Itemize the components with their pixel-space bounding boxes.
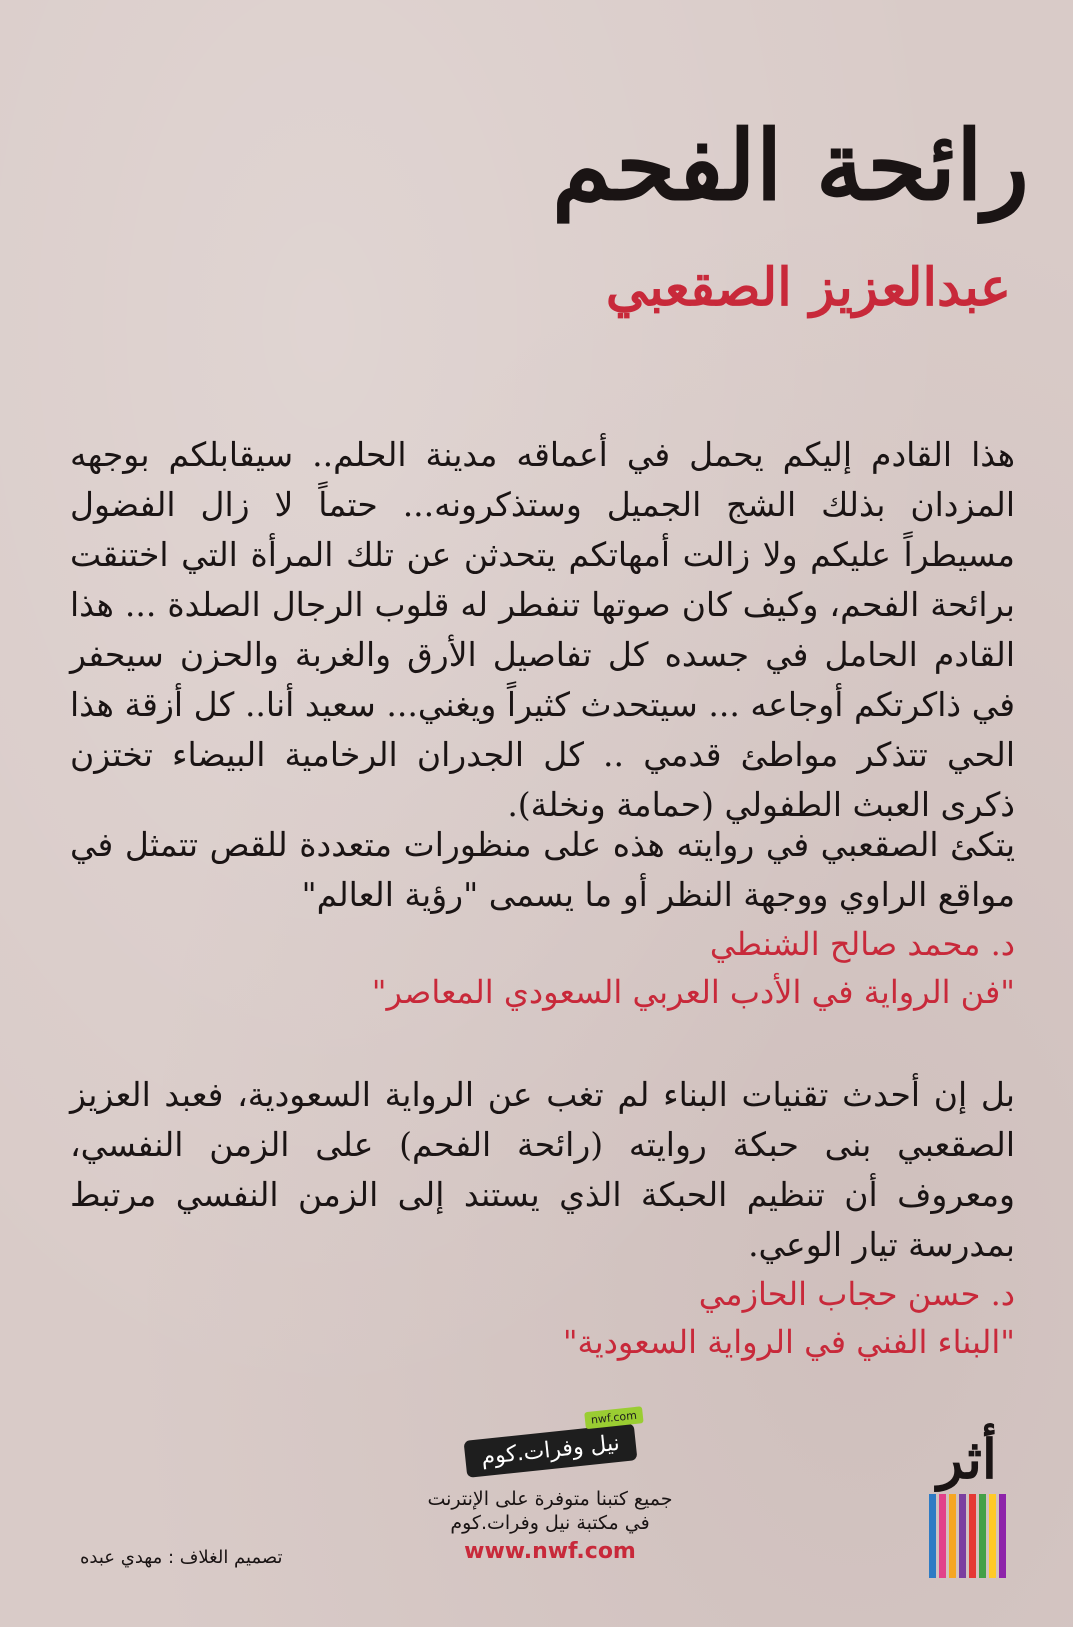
synopsis-paragraph: هذا القادم إليكم يحمل في أعماقه مدينة الحلم.. سيقابلكم بوجهه المزدان بذلك الشج الجميل وستذكرونه... حتماً لا زال الفضول مسيطراً عليكم ولا زالت أمهاتكم يتحدثن عن تلك المرأة التي اختنقت برائحة الفحم، وكيف كان صوتها تنفطر له قلوب الرجال الصلدة ... هذا القادم الحامل في جسده كل تفاصيل الأرق والغربة والحزن سيحفر في ذاكرتكم أوجاعه ... سيتحدث كثيراً ويغني... سعيد أنا.. كل أزقة هذا الحي تتذكر مواطئ قدمي .. كل الجدران الرخامية البيضاء تختزن ذكرى العبث الطفولي (حمامة ونخلة). [70,435,1015,824]
retailer-line-1: جميع كتبنا متوفرة على الإنترنت [427,1488,673,1510]
publisher-color-bar [949,1494,956,1578]
retailer-tag-small: nwf.com [584,1406,643,1429]
review-2 [70,1070,1015,1366]
publisher-logo [922,1427,1012,1578]
publisher-color-bar [999,1494,1006,1578]
book-author: عبدالعزيز الصقعبي [605,257,1011,318]
retailer-tag-logo [463,1408,637,1478]
retailer-block [400,1408,700,1564]
publisher-color-bar [939,1494,946,1578]
publisher-color-bar [979,1494,986,1578]
designer-credit: تصميم الغلاف : مهدي عبده [80,1547,283,1568]
publisher-color-bar [989,1494,996,1578]
review-1-critic: د. محمد صالح الشنطي [709,925,1015,963]
book-title: رائحة الفحم [552,109,1029,222]
review-1-source: "فن الرواية في الأدب العربي السعودي المعاصر" [371,973,1015,1011]
review-2-source: "البناء الفني في الرواية السعودية" [562,1323,1015,1361]
review-1-text: يتكئ الصقعبي في روايته هذه على منظورات متعددة للقص تتمثل في مواقع الراوي ووجهة النظر أو ما يسمى "رؤية العالم" [70,825,1015,914]
synopsis [70,430,1015,830]
retailer-tag-label: نيل وفرات.كوم [479,1430,621,1471]
review-2-text: بل إن أحدث تقنيات البناء لم تغب عن الرواية السعودية، فعبد العزيز الصقعبي بنى حبكة روايته (رائحة الفحم) على الزمن النفسي، ومعروف أن تنظيم الحبكة الذي يستند إلى الزمن النفسي مرتبط بمدرسة تيار الوعي. [70,1075,1015,1264]
publisher-color-bars [922,1494,1012,1578]
publisher-name: أثر [937,1427,997,1491]
publisher-color-bar [959,1494,966,1578]
review-1 [70,820,1015,1016]
publisher-color-bar [929,1494,936,1578]
retailer-line-2: في مكتبة نيل وفرات.كوم [450,1512,650,1534]
retailer-url: www.nwf.com [464,1539,636,1564]
publisher-color-bar [969,1494,976,1578]
review-2-critic: د. حسن حجاب الحازمي [698,1275,1015,1313]
